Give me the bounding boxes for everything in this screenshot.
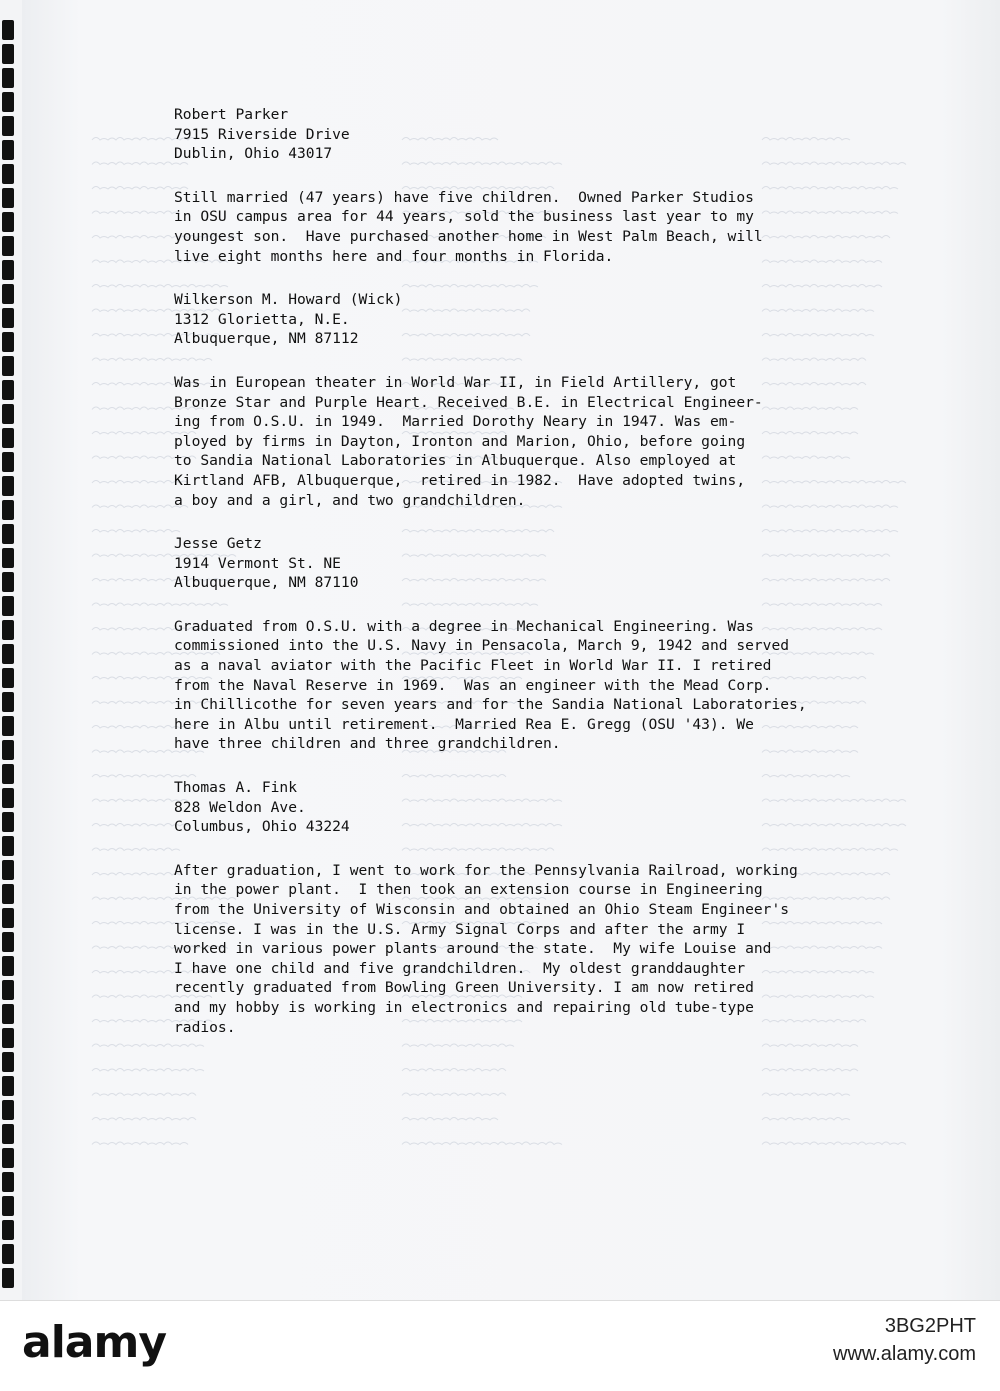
- binding-ring: [2, 980, 14, 1000]
- paragraph-line: in OSU campus area for 44 years, sold the business last year to my: [174, 208, 754, 226]
- binding-ring: [2, 236, 14, 256]
- entry-address: [174, 105, 894, 164]
- paragraph-line: I have one child and five grandchildren. My oldest granddaughter: [174, 959, 746, 977]
- binding-ring: [2, 44, 14, 64]
- bleed-through-stroke: [92, 1118, 196, 1121]
- entry-paragraph: [174, 188, 894, 266]
- bleed-through-stroke: [402, 1069, 506, 1072]
- bleed-through-stroke: [92, 530, 180, 533]
- binding-ring: [2, 836, 14, 856]
- watermark-footer: [0, 1300, 1000, 1391]
- binding-ring: [2, 1220, 14, 1240]
- paragraph-line: Kirtland AFB, Albuquerque, retired in 1982. Have adopted twins,: [174, 471, 746, 489]
- entry-address: [174, 290, 894, 349]
- paragraph-line: and my hobby is working in electronics and repairing old tube-type: [174, 998, 754, 1016]
- bleed-through-stroke: [762, 1142, 906, 1145]
- binding-ring: [2, 788, 14, 808]
- brand-logo: alamy: [22, 1317, 166, 1368]
- paragraph-line: ing from O.S.U. in 1949. Married Dorothy Neary in 1947. Was em-: [174, 413, 737, 431]
- page-sheet: [22, 0, 1000, 1300]
- paragraph-line: a boy and a girl, and two grandchildren.: [174, 491, 526, 509]
- binding-ring: [2, 20, 14, 40]
- binding-ring: [2, 404, 14, 424]
- binding-ring: [2, 884, 14, 904]
- binding-ring: [2, 740, 14, 760]
- entry-address: [174, 534, 894, 593]
- paragraph-line: live eight months here and four months in Florida.: [174, 247, 614, 265]
- paragraph-line: from the Naval Reserve in 1969. Was an engineer with the Mead Corp.: [174, 676, 772, 694]
- paragraph-line: commissioned into the U.S. Navy in Pensacola, March 9, 1942 and served: [174, 637, 790, 655]
- binding-ring: [2, 764, 14, 784]
- binding-ring: [2, 668, 14, 688]
- address-line: Thomas A. Fink: [174, 779, 298, 797]
- entry-paragraph: [174, 861, 894, 1037]
- address-line: Robert Parker: [174, 106, 289, 123]
- binding-ring: [2, 284, 14, 304]
- image-id: 3BG2PHT: [884, 1315, 976, 1337]
- bleed-through-stroke: [92, 1069, 204, 1072]
- paragraph-line: After graduation, I went to work for the Pennsylvania Railroad, working: [174, 861, 798, 879]
- bleed-through-stroke: [92, 1142, 188, 1145]
- bleed-through-stroke: [762, 1118, 850, 1121]
- binding-ring: [2, 356, 14, 376]
- binding-ring: [2, 812, 14, 832]
- bleed-through-stroke: [402, 1118, 498, 1121]
- paragraph-line: radios.: [174, 1018, 236, 1036]
- paragraph-line: to Sandia National Laboratories in Albuquerque. Also employed at: [174, 452, 737, 470]
- typed-text-body: [174, 105, 894, 1061]
- binding-ring: [2, 116, 14, 136]
- paragraph-line: youngest son. Have purchased another home in West Palm Beach, will: [174, 227, 763, 245]
- paragraph-line: license. I was in the U.S. Army Signal Corps and after the army I: [174, 920, 746, 938]
- paragraph-line: ployed by firms in Dayton, Ironton and Marion, Ohio, before going: [174, 432, 746, 450]
- binding-ring: [2, 908, 14, 928]
- binding-ring: [2, 1100, 14, 1120]
- binding-ring: [2, 1052, 14, 1072]
- address-line: 1312 Glorietta, N.E.: [174, 310, 350, 328]
- entry-address: [174, 778, 894, 837]
- binding-ring: [2, 140, 14, 160]
- bleed-through-stroke: [402, 1093, 506, 1096]
- binding-ring: [2, 308, 14, 328]
- address-line: 7915 Riverside Drive: [174, 125, 350, 143]
- paragraph-line: as a naval aviator with the Pacific Fleet in World War II. I retired: [174, 657, 772, 675]
- binding-ring: [2, 164, 14, 184]
- binding-ring: [2, 1076, 14, 1096]
- binding-ring: [2, 1172, 14, 1192]
- binding-ring: [2, 548, 14, 568]
- binding-ring: [2, 92, 14, 112]
- bleed-through-stroke: [92, 211, 180, 214]
- address-line: Wilkerson M. Howard (Wick): [174, 291, 403, 309]
- spiral-binding: [0, 20, 22, 1290]
- binding-ring: [2, 476, 14, 496]
- entry-paragraph: [174, 617, 894, 754]
- paragraph-line: Graduated from O.S.U. with a degree in Mechanical Engineering. Was: [174, 617, 754, 635]
- paragraph-line: from the University of Wisconsin and obtained an Ohio Steam Engineer's: [174, 901, 790, 918]
- binding-ring: [2, 188, 14, 208]
- address-line: Jesse Getz: [174, 535, 262, 553]
- binding-ring: [2, 260, 14, 280]
- paragraph-line: Bronze Star and Purple Heart. Received B.E. in Electrical Engineer-: [174, 393, 763, 411]
- binding-ring: [2, 212, 14, 232]
- binding-ring: [2, 380, 14, 400]
- bleed-through-stroke: [92, 873, 180, 876]
- paragraph-line: recently graduated from Bowling Green University. I am now retired: [174, 979, 754, 997]
- binding-ring: [2, 956, 14, 976]
- binding-ring: [2, 596, 14, 616]
- entry-paragraph: [174, 373, 894, 510]
- address-line: 1914 Vermont St. NE: [174, 554, 341, 572]
- paragraph-line: have three children and three grandchildren.: [174, 735, 561, 753]
- bleed-through-stroke: [92, 848, 180, 851]
- bleed-through-stroke: [762, 1093, 850, 1096]
- address-line: Columbus, Ohio 43224: [174, 818, 350, 836]
- address-line: 828 Weldon Ave.: [174, 798, 306, 816]
- binding-ring: [2, 620, 14, 640]
- binding-ring: [2, 644, 14, 664]
- address-line: Dublin, Ohio 43017: [174, 145, 333, 163]
- binding-ring: [2, 428, 14, 448]
- paragraph-line: in Chillicothe for seven years and for the Sandia National Laboratories,: [174, 696, 807, 714]
- address-line: Albuquerque, NM 87110: [174, 574, 359, 592]
- bleed-through-stroke: [402, 1142, 562, 1145]
- binding-ring: [2, 68, 14, 88]
- binding-ring: [2, 452, 14, 472]
- binding-ring: [2, 500, 14, 520]
- bleed-through-stroke: [92, 1093, 196, 1096]
- paragraph-line: in the power plant. I then took an extension course in Engineering: [174, 881, 763, 899]
- binding-ring: [2, 1268, 14, 1288]
- binding-ring: [2, 1028, 14, 1048]
- source-url: www.alamy.com: [833, 1343, 976, 1365]
- binding-ring: [2, 524, 14, 544]
- paragraph-line: Still married (47 years) have five children. Owned Parker Studios: [174, 188, 754, 206]
- binding-ring: [2, 332, 14, 352]
- binding-ring: [2, 716, 14, 736]
- paragraph-line: here in Albu until retirement. Married Rea E. Gregg (OSU '43). We: [174, 715, 754, 733]
- binding-ring: [2, 1004, 14, 1024]
- binding-ring: [2, 1196, 14, 1216]
- paragraph-line: Was in European theater in World War II, in Field Artillery, got: [174, 373, 737, 391]
- binding-ring: [2, 1124, 14, 1144]
- binding-ring: [2, 932, 14, 952]
- bleed-through-stroke: [762, 1069, 858, 1072]
- binding-ring: [2, 860, 14, 880]
- paragraph-line: worked in various power plants around the state. My wife Louise and: [174, 940, 772, 958]
- binding-ring: [2, 572, 14, 592]
- binding-ring: [2, 1244, 14, 1264]
- binding-ring: [2, 692, 14, 712]
- address-line: Albuquerque, NM 87112: [174, 330, 359, 348]
- binding-ring: [2, 1148, 14, 1168]
